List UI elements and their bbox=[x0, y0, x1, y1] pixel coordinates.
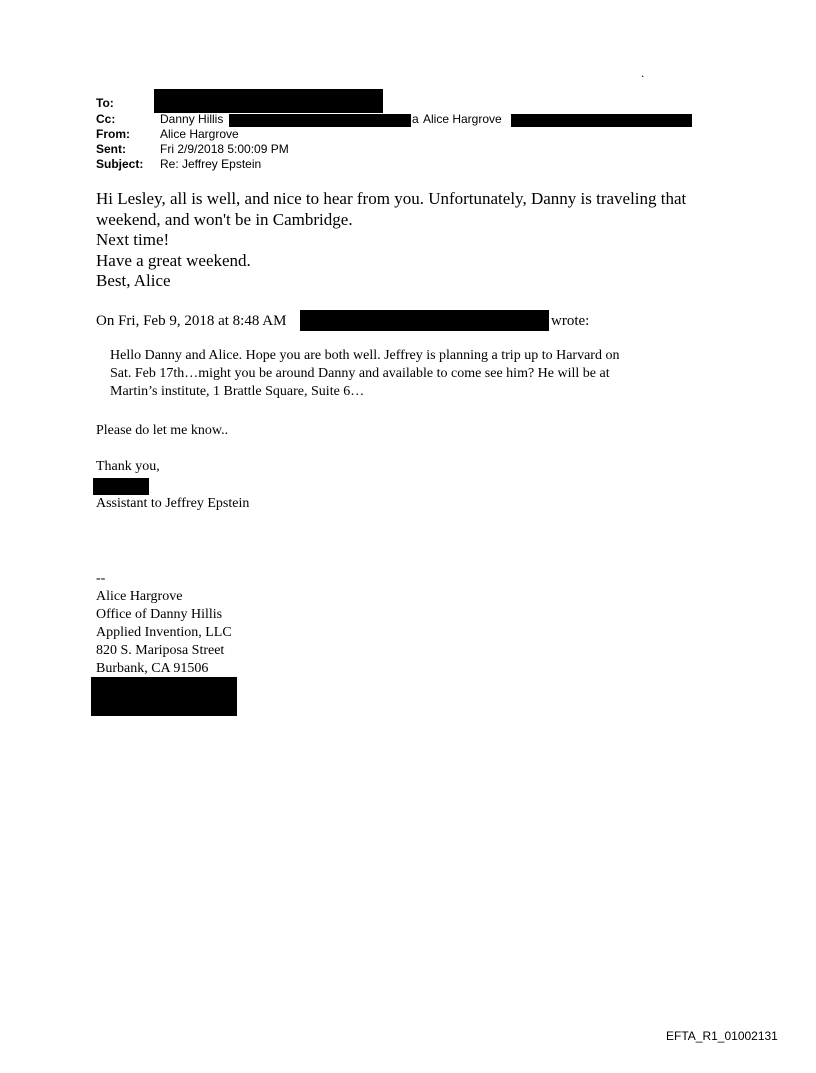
reply-line-2: weekend, and won't be in Cambridge. bbox=[96, 209, 353, 229]
sent-value: Fri 2/9/2018 5:00:09 PM bbox=[160, 142, 289, 156]
quoted-assistant: Assistant to Jeffrey Epstein bbox=[96, 496, 250, 511]
signature-city: Burbank, CA 91506 bbox=[96, 661, 209, 676]
signature-name: Alice Hargrove bbox=[96, 589, 183, 604]
reply-body bbox=[96, 189, 776, 292]
cc-name-1: Danny Hillis bbox=[160, 112, 224, 126]
signature-dashes: -- bbox=[96, 571, 106, 586]
redaction-cc-2 bbox=[511, 114, 692, 127]
quoted-please: Please do let me know.. bbox=[96, 423, 229, 438]
quoted-thanks: Thank you, bbox=[96, 459, 160, 474]
cc-label: Cc: bbox=[96, 112, 116, 126]
quote-header-suffix: wrote: bbox=[551, 313, 590, 329]
redaction-quote-sender bbox=[300, 310, 549, 331]
to-label: To: bbox=[96, 96, 114, 110]
quoted-message bbox=[110, 347, 750, 401]
cc-name-2: Alice Hargrove bbox=[423, 112, 502, 126]
subject-value: Re: Jeffrey Epstein bbox=[160, 157, 262, 171]
redaction-to bbox=[154, 89, 383, 113]
subject-label: Subject: bbox=[96, 157, 144, 171]
redaction-signature-contact bbox=[91, 677, 237, 716]
stray-mark: . bbox=[641, 66, 645, 80]
quote-header-prefix: On Fri, Feb 9, 2018 at 8:48 AM bbox=[96, 313, 287, 329]
reply-line-3: Next time! bbox=[96, 230, 170, 249]
signature-street: 820 S. Mariposa Street bbox=[96, 643, 225, 658]
reply-line-4: Have a great weekend. bbox=[96, 250, 251, 270]
quoted-line-2: Sat. Feb 17th…might you be around Danny and available to come see him? He will be at bbox=[110, 366, 610, 381]
signature-office: Office of Danny Hillis bbox=[96, 607, 223, 622]
document-id: EFTA_R1_01002131 bbox=[666, 1029, 778, 1043]
signature bbox=[96, 570, 232, 678]
signature-company: Applied Invention, LLC bbox=[96, 625, 232, 640]
quoted-line-1: Hello Danny and Alice. Hope you are both well. Jeffrey is planning a trip up to Harvard on bbox=[110, 348, 620, 363]
reply-line-1: Hi Lesley, all is well, and nice to hear from you. Unfortunately, Danny is traveling that bbox=[96, 189, 687, 208]
sent-label: Sent: bbox=[96, 142, 126, 156]
reply-line-5: Best, Alice bbox=[96, 271, 171, 290]
redaction-cc-1 bbox=[229, 114, 411, 127]
from-label: From: bbox=[96, 127, 130, 141]
cc-fragment: a bbox=[412, 112, 419, 126]
from-value: Alice Hargrove bbox=[160, 127, 239, 141]
redaction-sender-name bbox=[93, 478, 149, 495]
quoted-line-3: Martin’s institute, 1 Brattle Square, Suite 6… bbox=[110, 384, 365, 399]
